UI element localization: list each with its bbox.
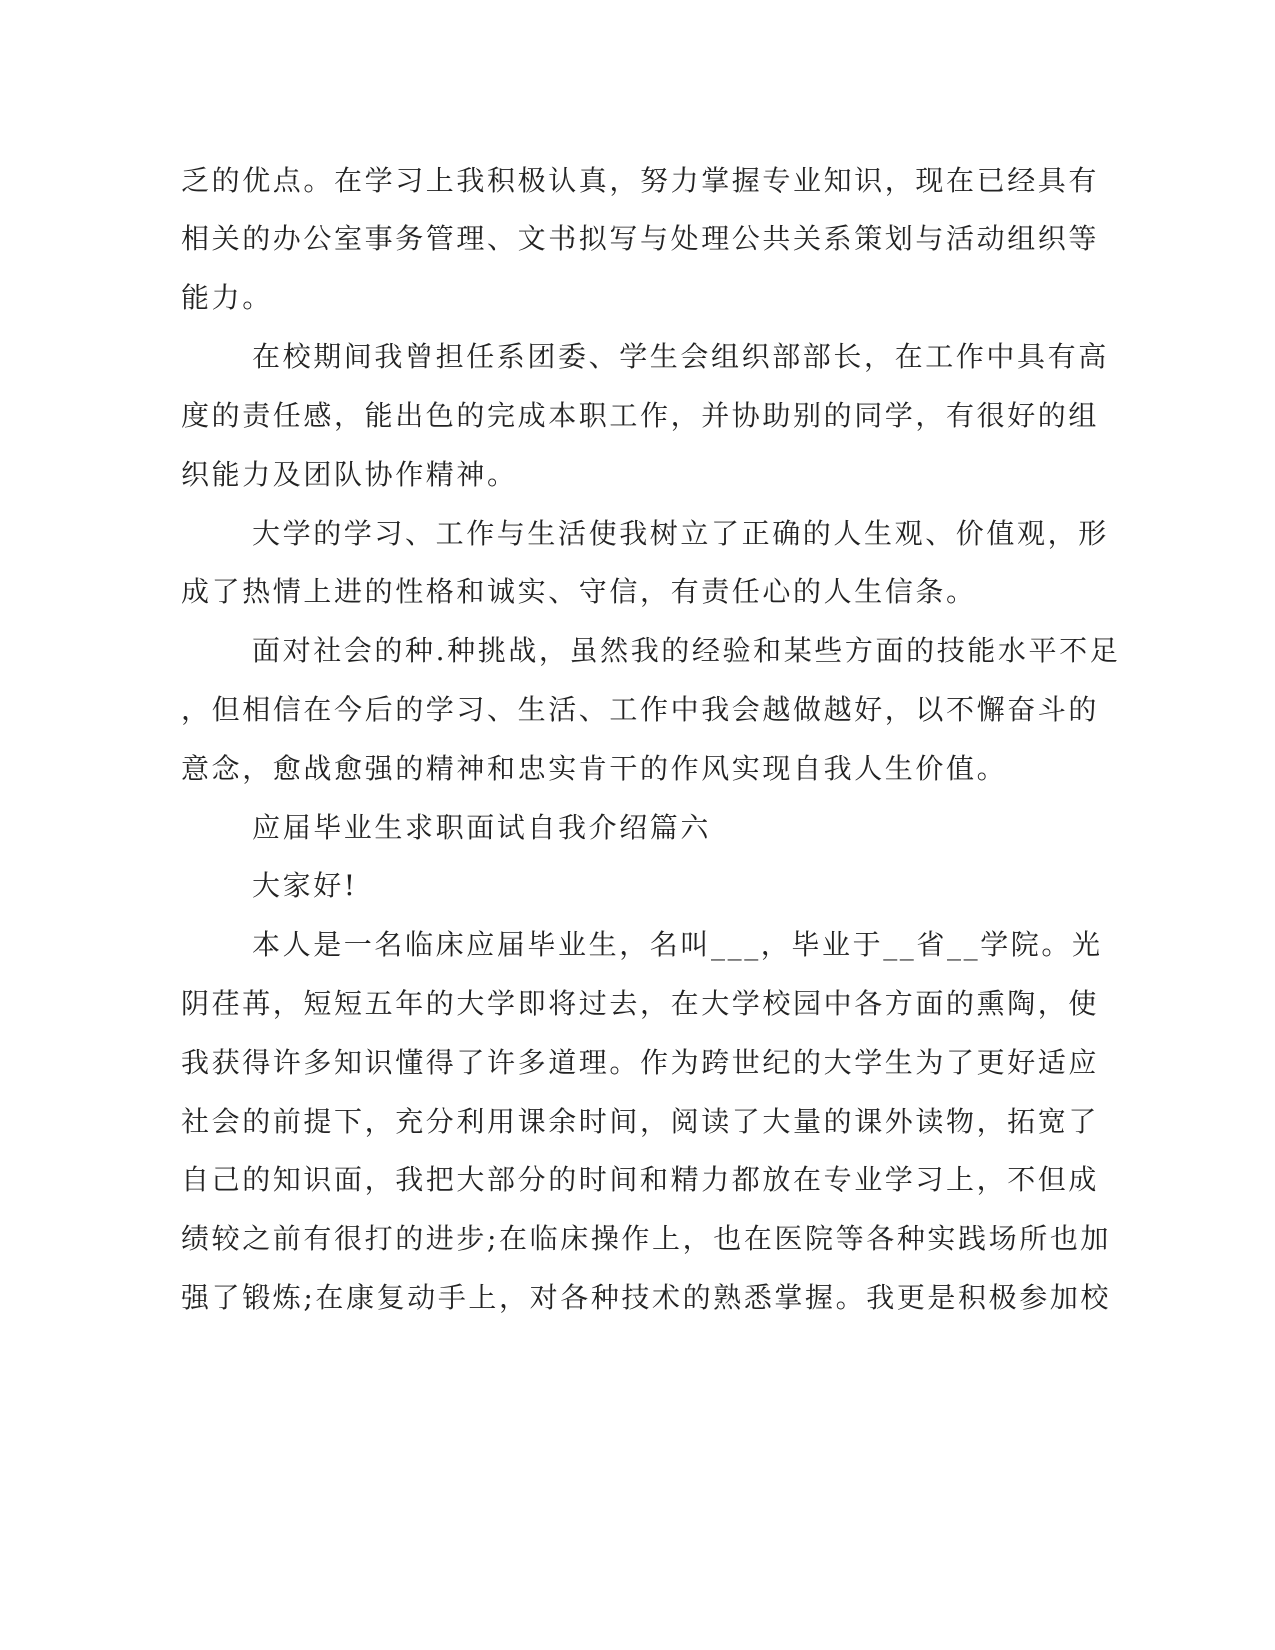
section-heading: 应届毕业生求职面试自我介绍篇六 [252, 811, 712, 844]
text-line: 强了锻炼;在康复动手上，对各种技术的熟悉掌握。我更是积极参加校 [181, 1281, 1112, 1314]
text-line: 我获得许多知识懂得了许多道理。作为跨世纪的大学生为了更好适应 [181, 1046, 1100, 1079]
text-line: 绩较之前有很打的进步;在临床操作上，也在医院等各种实践场所也加 [181, 1222, 1112, 1255]
text-line: 意念，愈战愈强的精神和忠实肯干的作风实现自我人生价值。 [181, 752, 1008, 785]
text-line: 织能力及团队协作精神。 [181, 458, 518, 491]
greeting: 大家好! [252, 869, 358, 902]
text-line: 在校期间我曾担任系团委、学生会组织部部长，在工作中具有高 [252, 340, 1109, 373]
text-line: 阴荏苒，短短五年的大学即将过去，在大学校园中各方面的熏陶，使 [181, 987, 1100, 1020]
text-line: 乏的优点。在学习上我积极认真，努力掌握专业知识，现在已经具有 [181, 164, 1100, 197]
text-line: 大学的学习、工作与生活使我树立了正确的人生观、价值观，形 [252, 517, 1109, 550]
text-line: ，但相信在今后的学习、生活、工作中我会越做越好，以不懈奋斗的 [181, 693, 1100, 726]
text-line: 面对社会的种.种挑战，虽然我的经验和某些方面的技能水平不足 [252, 634, 1121, 667]
text-line: 自己的知识面，我把大部分的时间和精力都放在专业学习上，不但成 [181, 1163, 1100, 1196]
text-line: 社会的前提下，充分利用课余时间，阅读了大量的课外读物，拓宽了 [181, 1105, 1100, 1138]
text-line: 本人是一名临床应届毕业生，名叫___，毕业于__省__学院。光 [252, 928, 1103, 961]
text-line: 相关的办公室事务管理、文书拟写与处理公共关系策划与活动组织等 [181, 222, 1100, 255]
text-line: 能力。 [181, 281, 273, 314]
text-line: 成了热情上进的性格和诚实、守信，有责任心的人生信条。 [181, 575, 977, 608]
text-line: 度的责任感，能出色的完成本职工作，并协助别的同学，有很好的组 [181, 399, 1100, 432]
